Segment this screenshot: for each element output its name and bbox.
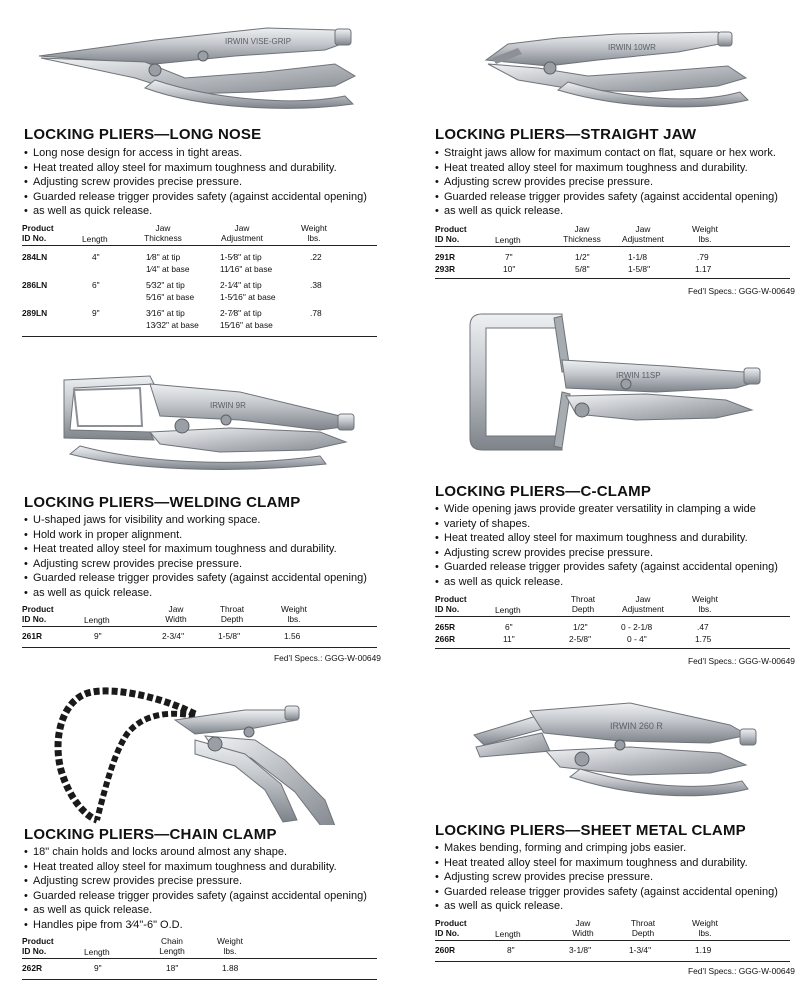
- cell-length: 4": [92, 252, 100, 262]
- cell-id: 266R: [435, 634, 456, 644]
- cell-id: 286LN: [22, 280, 48, 290]
- col-weight: Weight lbs.: [692, 224, 718, 245]
- fed-specs-note: Fed’l Specs.: GGG-W-00649: [688, 656, 795, 666]
- table-row: [435, 945, 790, 962]
- cell-adjustment: 0 - 4": [627, 634, 647, 644]
- col-product-id: Product ID No.: [22, 223, 54, 244]
- col-jaw-adjustment: Jaw Adjustment: [221, 223, 263, 244]
- long-nose-features: [24, 146, 367, 219]
- feature-item: • Straight jaws allow for maximum contact on flat, square or hex work.: [435, 146, 778, 161]
- feature-item: • Guarded release trigger provides safety (against accidental opening): [24, 571, 367, 586]
- feature-item: • Guarded release trigger provides safety (against accidental opening): [24, 190, 367, 205]
- long-nose-title: LOCKING PLIERS—LONG NOSE: [24, 126, 262, 143]
- cell-weight: .47: [697, 622, 709, 632]
- feature-item: • Adjusting screw provides precise pressure.: [435, 175, 778, 190]
- svg-text:IRWIN 9R: IRWIN 9R: [210, 401, 246, 410]
- col-length: Length: [495, 235, 521, 245]
- cell-length: 6": [92, 280, 100, 290]
- cell-length: 6": [505, 622, 513, 632]
- c-clamp-spec-table: [435, 594, 790, 649]
- feature-item: • Hold work in proper alignment.: [24, 528, 367, 543]
- col-throat-depth: Throat Depth: [219, 604, 245, 625]
- col-product-id: Product ID No.: [435, 918, 467, 939]
- c-clamp-pliers-image: [466, 310, 766, 455]
- cell-jaw-width: 2-3/4": [162, 631, 185, 641]
- feature-item: • Heat treated alloy steel for maximum toughness and durability.: [24, 542, 367, 557]
- cell-adjust-base: 15⁄16" at base: [220, 320, 273, 330]
- welding-clamp-spec-table: [22, 604, 377, 648]
- table-row: [22, 252, 377, 280]
- cell-weight: .38: [310, 280, 322, 290]
- welding-clamp-pliers-image: [50, 370, 360, 470]
- cell-weight: 1.88: [222, 963, 239, 973]
- cell-id: 261R: [22, 631, 43, 641]
- cell-length: 9": [92, 308, 100, 318]
- feature-item: • Guarded release trigger provides safety (against accidental opening): [435, 190, 778, 205]
- long-nose-pliers-image: [35, 20, 375, 110]
- welding-clamp-title: LOCKING PLIERS—WELDING CLAMP: [24, 494, 301, 511]
- feature-item: • Adjusting screw provides precise pressure.: [435, 546, 778, 561]
- feature-item: • Long nose design for access in tight areas.: [24, 146, 367, 161]
- col-chain-length: Chain Length: [159, 936, 185, 957]
- cell-thickness-tip: 1⁄8" at tip: [146, 252, 181, 262]
- feature-item: • Adjusting screw provides precise pressure.: [24, 874, 367, 889]
- svg-text:IRWIN 11SP: IRWIN 11SP: [616, 371, 661, 380]
- cell-thickness-tip: 3⁄16" at tip: [146, 308, 185, 318]
- table-row: [435, 634, 790, 649]
- col-throat-depth: Throat Depth: [630, 918, 656, 939]
- cell-id: 289LN: [22, 308, 48, 318]
- cell-thickness: 5/8": [575, 264, 590, 274]
- straight-jaw-title: LOCKING PLIERS—STRAIGHT JAW: [435, 126, 697, 143]
- cell-adjustment: 0 - 2-1/8: [621, 622, 653, 632]
- table-header: [22, 223, 377, 246]
- table-row: [22, 308, 377, 337]
- col-jaw-thickness: Jaw Thickness: [563, 224, 601, 245]
- cell-id: 265R: [435, 622, 456, 632]
- col-weight: Weight lbs.: [281, 604, 307, 625]
- feature-item: • Heat treated alloy steel for maximum toughness and durability.: [24, 161, 367, 176]
- c-clamp-features: [435, 502, 778, 590]
- cell-weight: 1.17: [695, 264, 712, 274]
- col-product-id: Product ID No.: [22, 936, 54, 957]
- feature-item: • Adjusting screw provides precise pressure.: [435, 870, 778, 885]
- feature-item: • Heat treated alloy steel for maximum toughness and durability.: [435, 531, 778, 546]
- cell-weight: 1.56: [284, 631, 301, 641]
- table-row: [22, 280, 377, 308]
- cell-adjust-tip: 2-7⁄8" at tip: [220, 308, 262, 318]
- col-length: Length: [84, 947, 110, 957]
- cell-id: 293R: [435, 264, 456, 274]
- cell-length: 8": [507, 945, 515, 955]
- feature-item: • Makes bending, forming and crimping jobs easier.: [435, 841, 778, 856]
- cell-length: 11": [503, 634, 515, 644]
- cell-adjust-base: 11⁄16" at base: [220, 264, 273, 274]
- cell-thickness-base: 5⁄16" at base: [146, 292, 195, 302]
- cell-length: 9": [94, 631, 102, 641]
- straight-jaw-spec-table: [435, 224, 790, 279]
- sheet-metal-clamp-features: [435, 841, 778, 914]
- chain-clamp-spec-table: [22, 936, 377, 980]
- cell-id: 284LN: [22, 252, 48, 262]
- svg-text:IRWIN VISE-GRIP: IRWIN VISE-GRIP: [225, 37, 292, 46]
- chain-clamp-title: LOCKING PLIERS—CHAIN CLAMP: [24, 826, 277, 843]
- cell-weight: .79: [697, 252, 709, 262]
- cell-weight: 1.19: [695, 945, 712, 955]
- col-weight: Weight lbs.: [301, 223, 327, 244]
- col-jaw-adjustment: Jaw Adjustment: [622, 224, 664, 245]
- c-clamp-title: LOCKING PLIERS—C-CLAMP: [435, 483, 652, 500]
- cell-jaw-width: 3-1/8": [569, 945, 592, 955]
- cell-thickness: 1/2": [575, 252, 590, 262]
- welding-clamp-features: [24, 513, 367, 601]
- cell-throat-depth: 1/2": [573, 622, 588, 632]
- cell-thickness-tip: 5⁄32" at tip: [146, 280, 185, 290]
- feature-item: • Adjusting screw provides precise pressure.: [24, 175, 367, 190]
- feature-item: • Wide opening jaws provide greater versatility in clamping a wide: [435, 502, 778, 517]
- table-row: [435, 622, 790, 634]
- col-jaw-width: Jaw Width: [165, 604, 187, 625]
- sheet-metal-clamp-spec-table: [435, 918, 790, 962]
- col-jaw-thickness: Jaw Thickness: [144, 223, 182, 244]
- sheet-metal-clamp-pliers-image: [470, 695, 770, 800]
- col-product-id: Product ID No.: [22, 604, 54, 625]
- cell-length: 9": [94, 963, 102, 973]
- col-jaw-adjustment: Jaw Adjustment: [622, 594, 664, 615]
- feature-item-continued: • variety of shapes.: [435, 517, 778, 532]
- straight-jaw-features: [435, 146, 778, 219]
- col-length: Length: [495, 929, 521, 939]
- table-header: [435, 594, 790, 617]
- table-header: [22, 604, 377, 627]
- cell-chain-length: 18": [166, 963, 179, 973]
- table-row: [435, 252, 790, 264]
- cell-thickness-base: 1⁄4" at base: [146, 264, 190, 274]
- long-nose-spec-table: [22, 223, 377, 337]
- svg-text:IRWIN 10WR: IRWIN 10WR: [608, 43, 656, 52]
- table-header: [435, 224, 790, 247]
- cell-adjust-tip: 2-1⁄4" at tip: [220, 280, 262, 290]
- cell-length: 10": [503, 264, 516, 274]
- feature-item: • Guarded release trigger provides safety (against accidental opening): [435, 560, 778, 575]
- feature-item-continued: • as well as quick release.: [24, 586, 367, 601]
- cell-id: 262R: [22, 963, 43, 973]
- col-jaw-width: Jaw Width: [572, 918, 594, 939]
- table-row: [435, 264, 790, 279]
- straight-jaw-pliers-image: [478, 20, 758, 110]
- feature-item-continued: • as well as quick release.: [435, 575, 778, 590]
- feature-item: • Heat treated alloy steel for maximum toughness and durability.: [435, 856, 778, 871]
- feature-item: • Heat treated alloy steel for maximum toughness and durability.: [24, 860, 367, 875]
- cell-id: 291R: [435, 252, 456, 262]
- feature-item: • Handles pipe from 3⁄4"-6" O.D.: [24, 918, 367, 933]
- feature-item: • U-shaped jaws for visibility and working space.: [24, 513, 367, 528]
- feature-item: • Adjusting screw provides precise pressure.: [24, 557, 367, 572]
- feature-item: • Guarded release trigger provides safety (against accidental opening): [24, 889, 367, 904]
- col-length: Length: [495, 605, 521, 615]
- cell-throat-depth: 2-5/8": [569, 634, 592, 644]
- fed-specs-note: Fed’l Specs.: GGG-W-00649: [274, 653, 381, 663]
- svg-text:IRWIN 260 R: IRWIN 260 R: [610, 721, 663, 731]
- col-weight: Weight lbs.: [692, 918, 718, 939]
- cell-weight: 1.75: [695, 634, 712, 644]
- feature-item-continued: • as well as quick release.: [435, 204, 778, 219]
- cell-adjust-tip: 1-5⁄8" at tip: [220, 252, 262, 262]
- table-row: [22, 631, 377, 648]
- col-weight: Weight lbs.: [692, 594, 718, 615]
- col-product-id: Product ID No.: [435, 594, 467, 615]
- fed-specs-note: Fed’l Specs.: GGG-W-00649: [688, 286, 795, 296]
- col-throat-depth: Throat Depth: [570, 594, 596, 615]
- sheet-metal-clamp-title: LOCKING PLIERS—SHEET METAL CLAMP: [435, 822, 746, 839]
- col-weight: Weight lbs.: [217, 936, 243, 957]
- col-length: Length: [82, 234, 108, 244]
- cell-adjust-base: 1-5⁄16" at base: [220, 292, 276, 302]
- cell-adjustment: 1-5/8": [628, 264, 651, 274]
- fed-specs-note: Fed’l Specs.: GGG-W-00649: [688, 966, 795, 976]
- col-product-id: Product ID No.: [435, 224, 467, 245]
- feature-item-continued: • as well as quick release.: [24, 204, 367, 219]
- cell-length: 7": [505, 252, 513, 262]
- cell-throat-depth: 1-3/4": [629, 945, 652, 955]
- table-header: [22, 936, 377, 959]
- feature-item: • Heat treated alloy steel for maximum toughness and durability.: [435, 161, 778, 176]
- cell-throat-depth: 1-5/8": [218, 631, 241, 641]
- cell-adjustment: 1-1/8: [628, 252, 648, 262]
- feature-item-continued: • as well as quick release.: [435, 899, 778, 914]
- chain-clamp-pliers-image: [45, 680, 375, 825]
- cell-thickness-base: 13⁄32" at base: [146, 320, 199, 330]
- cell-weight: .22: [310, 252, 322, 262]
- cell-weight: .78: [310, 308, 322, 318]
- feature-item-continued: • as well as quick release.: [24, 903, 367, 918]
- chain-clamp-features: [24, 845, 367, 933]
- table-row: [22, 963, 377, 980]
- cell-id: 260R: [435, 945, 456, 955]
- col-length: Length: [84, 615, 110, 625]
- table-header: [435, 918, 790, 941]
- feature-item: • Guarded release trigger provides safety (against accidental opening): [435, 885, 778, 900]
- feature-item: • 18" chain holds and locks around almost any shape.: [24, 845, 367, 860]
